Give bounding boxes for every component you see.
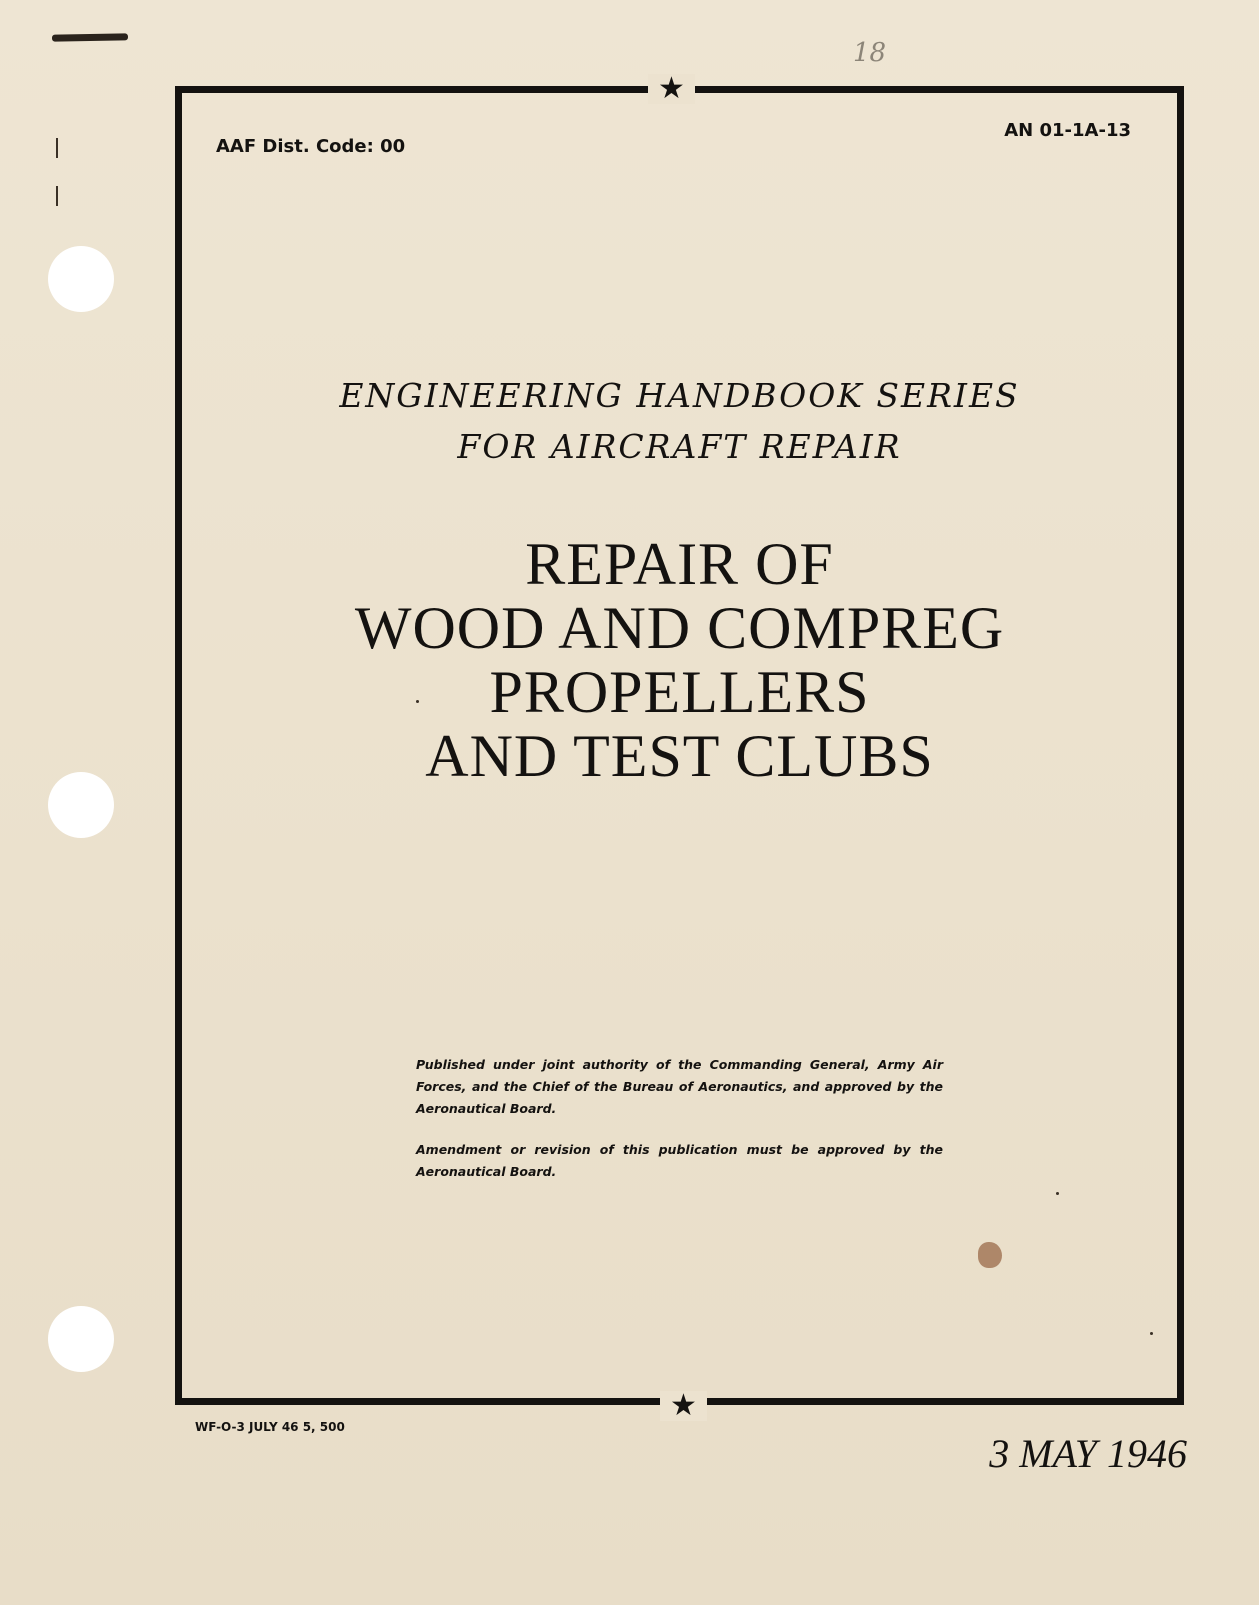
paper-speck <box>1056 1192 1059 1195</box>
binder-hole <box>48 1306 114 1372</box>
margin-tick-mark <box>56 186 58 206</box>
publication-date: 3 MAY 1946 <box>989 1431 1187 1476</box>
document-title <box>175 532 1184 788</box>
binder-hole <box>48 772 114 838</box>
authority-paragraph: Published under joint authority of the Commanding General, Army Air Forces, and the Chief of the Bureau of Aeronautics, and approved by the Aeronautical Board. <box>416 1057 943 1116</box>
binder-hole <box>48 246 114 312</box>
margin-tick-mark <box>56 138 58 158</box>
publication-number: AN 01-1A-13 <box>1004 120 1131 141</box>
paper-speck <box>416 700 419 703</box>
distribution-code: AAF Dist. Code: 00 <box>216 136 406 157</box>
title-line: REPAIR OF <box>525 531 834 597</box>
ink-smudge <box>52 33 128 41</box>
paper-speck <box>1150 1332 1153 1335</box>
star-icon: ★ <box>648 74 695 104</box>
series-line: ENGINEERING HANDBOOK SERIES <box>339 376 1020 415</box>
print-code: WF-O-3 JULY 46 5, 500 <box>195 1420 345 1434</box>
paper-stain <box>978 1242 1002 1268</box>
revision-paragraph: Amendment or revision of this publication must be approved by the Aeronautical Board. <box>416 1142 943 1179</box>
title-line: WOOD AND COMPREG <box>354 595 1005 661</box>
title-line: PROPELLERS <box>489 659 870 725</box>
series-heading <box>175 370 1184 472</box>
authority-statement <box>416 1054 943 1183</box>
title-line: AND TEST CLUBS <box>425 723 934 789</box>
star-icon: ★ <box>660 1391 707 1421</box>
handwritten-page-note: 18 <box>853 38 887 68</box>
series-line: FOR AIRCRAFT REPAIR <box>457 427 902 466</box>
